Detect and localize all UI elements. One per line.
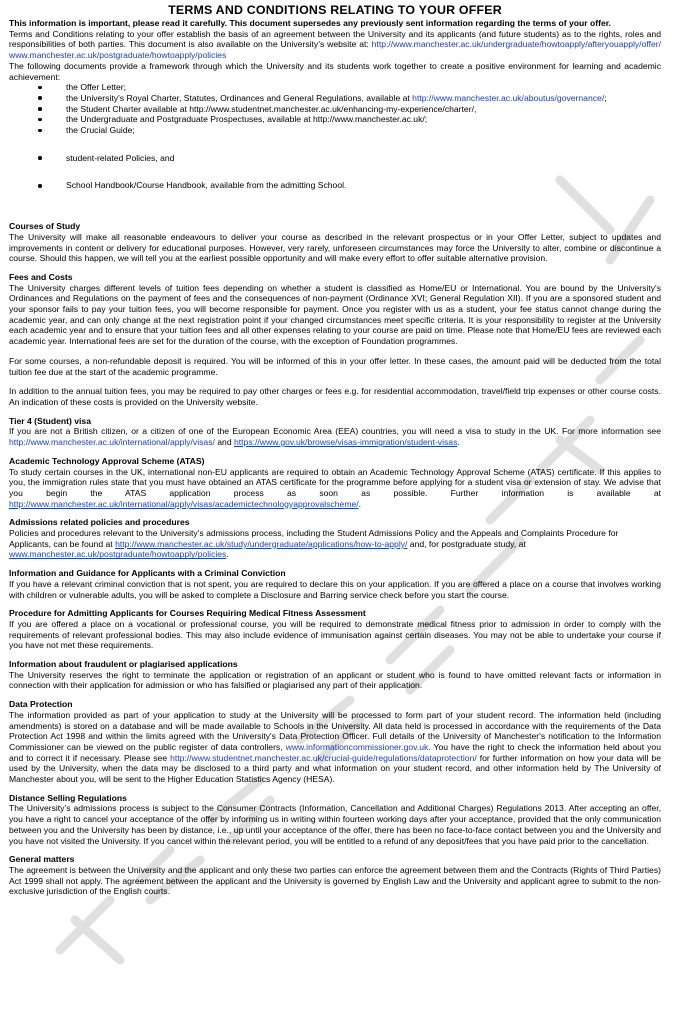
section-heading: Fees and Costs: [9, 271, 73, 282]
section-visa: [9, 416, 661, 448]
section-text: Policies and procedures relevant to the University’s admissions process, including the Student Admissions Policy and the Appeals and Complaints Procedure for Applicants, can be found at http://www.manchester.ac.uk/study/undergraduate/applications/how-to-apply/ and, for postgraduate study, at www.manchester.ac.uk/postgraduate/howtoapply/policies.: [9, 528, 619, 560]
section-criminal-conviction: [9, 568, 661, 600]
section-atas: [9, 456, 661, 510]
section-text: If you have a relevant criminal conviction that is not spent, you are required to declare this on your application. If you are offered a place on a course that involves working with children or vulnerable adults, you will be asked to complete a Disclosure and Barring service check before you start the course.: [9, 578, 661, 600]
section-text: If you are offered a place on a vocational or professional course, you will be required to demonstrate medical fitness prior to admission in order to comply with the requirements of relevant professional bodies. This may also include evidence of immunisation against certain diseases. You may not be able to undertake your course if you have not met these requirements.: [9, 618, 661, 651]
section-data-protection: [9, 699, 661, 785]
framework-document-list: [9, 82, 661, 191]
data-protection-guide-link[interactable]: http://www.studentnet.manchester.ac.uk/crucial-guide/regulations/dataprotection/: [170, 752, 477, 763]
section-text: For some courses, a non-refundable deposit is required. You will be informed of this in your offer letter. In these cases, the amount paid will be deducted from the total tuition fee due at the start of the academic programme.: [9, 355, 661, 377]
section-text: The University will make all reasonable endeavours to deliver your course as described in the relevant prospectus or in your Offer Letter, subject to updates and improvements in content or delivery for educational purposes. However, very rarely, unforeseen circumstances may force the University to alter, combine or discontinue a course. Should this happen, we will tell you at the earliest possible opportunity and will make every effort to offer suitable alternative provision.: [9, 231, 661, 264]
intro-text: Terms and Conditions relating to your offer establish the basis of an agreement between the University and its applicants (and future students) as to the rights, roles and responsibilities of both parties. This document is also available on the University’s website at:: [9, 28, 661, 50]
section-heading: Information about fraudulent or plagiarised applications: [9, 659, 238, 670]
framework-intro: The following documents provide a framework through which the University and its students work together to create a positive environment for learning and academic achievement:: [9, 60, 661, 82]
section-heading: Information and Guidance for Applicants with a Criminal Conviction: [9, 568, 286, 579]
section-courses: [9, 221, 661, 264]
section-text: The University’s admissions process is subject to the Consumer Contracts (Information, Cancellation and Additional Charges) Regulations 2013. After accepting an offer, you have a right to cancel your acceptance of the offer by informing us in writing within fourteen working days after your acceptance, provided that the only communication between you and the University has been by distance, i.e., up until your acceptance of the offer, there has been no face-to-face contact between you and the University and you have not visited the University. If you cancel within the relevant period, you will be entitled to a refund of any deposit/fees that you have paid prior to the cancellation.: [9, 803, 661, 846]
governance-link[interactable]: http://www.manchester.ac.uk/aboutus/governance/: [412, 92, 605, 103]
list-item: the University’s Royal Charter, Statutes, Ordinances and General Regulations, available at http://www.manchester.ac.uk/aboutus/governance/;: [9, 93, 661, 104]
section-text: The information provided as part of your application to study at the University will be processed to form part of your student record. The information held (including amendments) is stored on a database and will be made available to Schools in the University. All data held is processed in accordance with the requirements of the Data Protection Act 1998 and within the limits agreed with the University's Data Protection Officer. Full details of the University of Manchester's notification to the Information Commissioner can be viewed on the public register of data controllers, www.informationcommissioner.gov.uk. You have the right to check the information held about you and to correct it if necessary. Please see http://www.studentnet.manchester.ac.uk/crucial-guide/regulations/dataprotection/ for further information on how your data will be used by the University, when the data may be disclosed to a third party and what information on your student record, and other information held by The University of Manchester about you, will be sent to the Higher Education Statistics Agency (HESA).: [9, 709, 661, 785]
postgraduate-policies-link[interactable]: www.manchester.ac.uk/postgraduate/howtoapply/policies: [9, 549, 227, 560]
list-item: the Offer Letter;: [9, 82, 661, 93]
section-text: If you are not a British citizen, or a citizen of one of the European Economic Area (EEA) countries, you will need a visa to study in the UK. For more information see http://www.manchester.ac.uk/international/apply/visas/ and https://www.gov.uk/browse/visas-immigration/student-visas.: [9, 426, 661, 448]
section-text: In addition to the annual tuition fees, you may be required to pay other charges or fees e.g. for residential accommodation, travel/field trip expenses or other course costs. An indication of these costs is provided on the University website.: [9, 386, 661, 407]
postgraduate-policies-link[interactable]: www.manchester.ac.uk/postgraduate/howtoapply/policies: [9, 50, 227, 61]
undergraduate-apply-link[interactable]: http://www.manchester.ac.uk/study/undergraduate/applications/how-to-apply/: [115, 538, 408, 549]
section-general-matters: [9, 854, 661, 897]
section-medical-fitness: [9, 608, 661, 651]
section-heading: Procedure for Admitting Applicants for Courses Requiring Medical Fitness Assessment: [9, 608, 366, 619]
offer-terms-link[interactable]: http://www.manchester.ac.uk/undergraduate/howtoapply/afteryouapply/offer/: [371, 39, 661, 50]
section-heading: Tier 4 (Student) visa: [9, 415, 91, 426]
section-heading: Academic Technology Approval Scheme (ATAS): [9, 455, 205, 466]
section-text: The University charges different levels of tuition fees depending on whether a student is classified as Home/EU or International. You are bound by the University's Ordinances and Regulations on the payment of fees and the consequences of non-payment (Ordinance XVI; General Regulation XII). If you are a sponsored student and your sponsor fails to pay your tuition fees, you will become responsible for payment. Once you register with us as a student, your fee status cannot change during the academic year, and can only change at the next registration point if your changed circumstances meet specific criteria. It is your responsibility to register at the University each academic year and to ensure that your tuition fees and all other expenses relating to your course are paid on time. Please note that Home/EU fees are reviewed each academic year. International fees are set for the duration of the course, with the exception of Foundation programmes.: [9, 282, 661, 347]
document: [9, 3, 661, 897]
list-item: the Undergraduate and Postgraduate Prospectuses, available at http://www.manchester.ac.uk/;: [9, 114, 661, 125]
list-item: School Handbook/Course Handbook, available from the admitting School.: [9, 180, 661, 191]
section-heading: Courses of Study: [9, 221, 81, 232]
section-heading: Distance Selling Regulations: [9, 792, 127, 803]
information-commissioner-link[interactable]: www.informationcommissioner.gov.uk: [285, 741, 429, 752]
page-title: TERMS AND CONDITIONS RELATING TO YOUR OFFER: [168, 3, 502, 17]
list-item: the Student Charter available at http://www.studentnet.manchester.ac.uk/enhancing-my-experience/charter/,: [9, 104, 661, 115]
atas-link[interactable]: http://www.manchester.ac.uk/international/apply/visas/academictechnologyapprovalscheme/: [9, 498, 359, 509]
section-admissions: [9, 517, 661, 560]
section-text: The agreement is between the University and the applicant and only these two parties can enforce the agreement between them and the Contracts (Rights of Third Parties) Act 1999 shall not apply. The agreement between the applicant and the University is governed by English Law and the University and applicant agree to submit to the non-exclusive jurisdiction of the English courts.: [9, 865, 661, 897]
section-fees: [9, 272, 661, 408]
section-distance-selling: [9, 793, 661, 847]
list-item: student-related Policies, and: [9, 153, 661, 164]
section-heading: Admissions related policies and procedures: [9, 517, 190, 528]
intro-paragraph: [9, 29, 661, 61]
section-text: The University reserves the right to terminate the application or registration of an applicant or student who is found to have omitted relevant facts or information in connection with their application for admission or who has falsified or plagiarised any part of their application.: [9, 669, 661, 691]
gov-visa-link[interactable]: https://www.gov.uk/browse/visas-immigration/student-visas: [234, 437, 458, 448]
section-fraudulent-applications: [9, 659, 661, 691]
intro-important-note: This information is important, please read it carefully. This document supersedes any previously sent information regarding the terms of your offer.: [9, 18, 612, 28]
list-item: the Crucial Guide;: [9, 125, 661, 136]
visa-info-link[interactable]: http://www.manchester.ac.uk/international/apply/visas/: [9, 437, 215, 448]
section-heading: Data Protection: [9, 699, 73, 710]
section-heading: General matters: [9, 854, 75, 865]
section-text: To study certain courses in the UK, international non-EU applicants are required to obtain an Academic Technology Approval Scheme (ATAS) certificate. If this applies to you, the immigration rules state that you must have obtained an ATAS certificate for the programme before applying for a student visa or extension of stay. We advise that you begin the ATAS application process as soon as possible. Further information is available at http://www.manchester.ac.uk/international/apply/visas/academictechnologyapprovalscheme/.: [9, 466, 661, 509]
